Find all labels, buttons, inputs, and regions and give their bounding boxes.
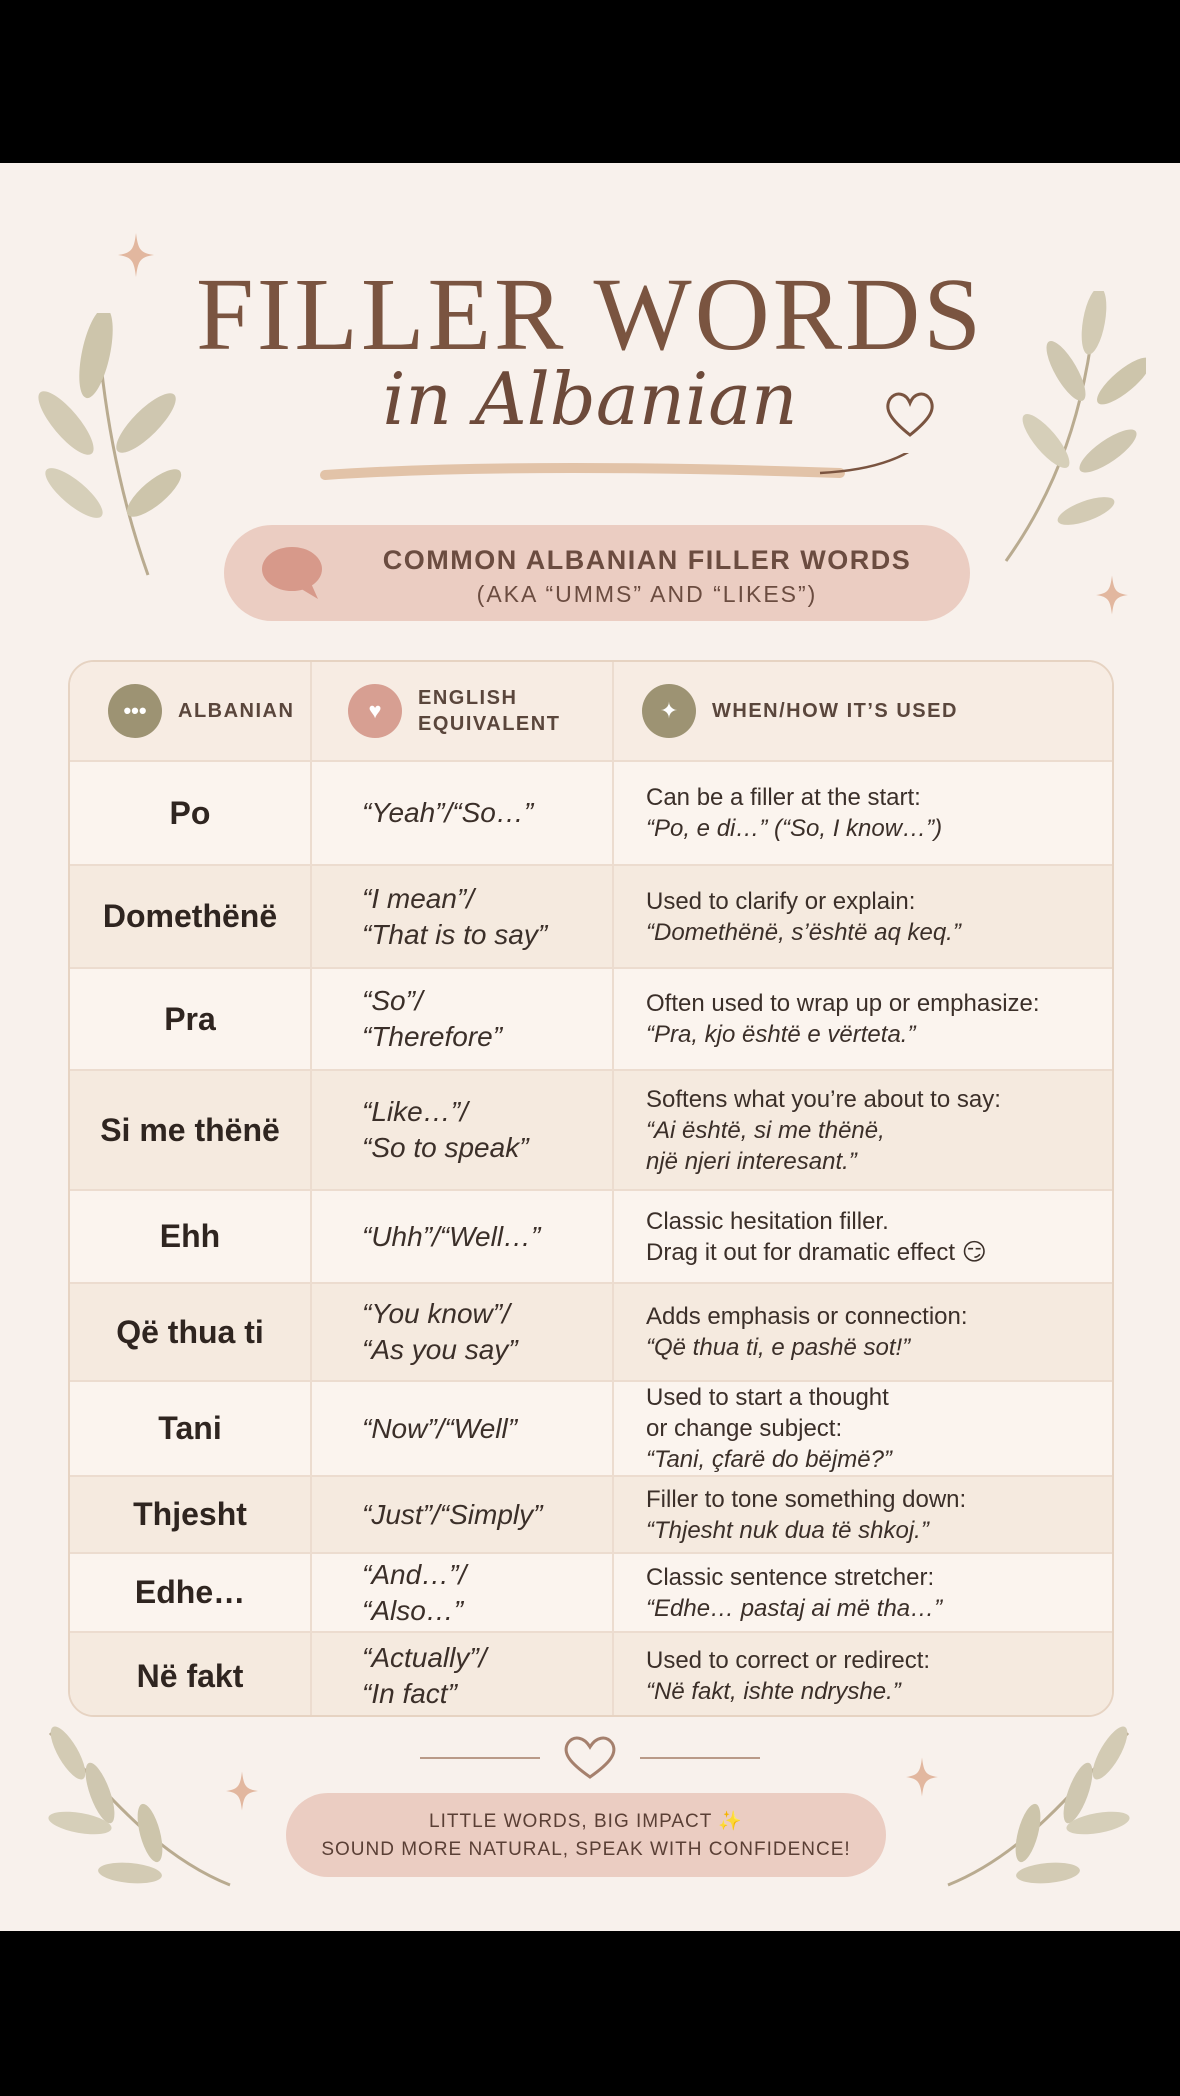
table-row (70, 1631, 1112, 1717)
cell-usage (614, 1284, 1114, 1380)
table-row (70, 760, 1112, 864)
cell-albanian (70, 1633, 312, 1717)
cell-english (312, 969, 614, 1069)
albanian-word: Ehh (159, 1218, 221, 1254)
cell-english (312, 866, 614, 967)
usage-description: Adds emphasis or connection: (646, 1303, 968, 1330)
table-row (70, 967, 1112, 1069)
infographic-card (0, 163, 1180, 1931)
page-subtitle-script: in Albanian (382, 357, 798, 441)
usage-description: Often used to wrap up or emphasize: (646, 990, 1040, 1017)
usage-example: “Ai është, si me thënë, një njeri interesant.” (646, 1116, 885, 1175)
cell-english (312, 1382, 614, 1475)
usage-text (646, 1206, 987, 1268)
usage-example: “Po, e di…” (“So, I know…”) (646, 815, 943, 842)
cell-albanian (70, 866, 312, 967)
usage-example: “Që thua ti, e pashë sot!” (646, 1334, 911, 1361)
cell-albanian (70, 1191, 312, 1282)
usage-description: Classic hesitation filler. Drag it out for dramatic effect 😏 (646, 1207, 987, 1266)
header-albanian-label: ALBANIAN (178, 700, 295, 722)
cell-albanian (70, 1554, 312, 1631)
cell-usage (614, 1191, 1114, 1282)
albanian-word: Thjesht (133, 1496, 247, 1532)
header-usage-label: WHEN/HOW IT’S USED (712, 700, 958, 722)
usage-text (646, 988, 1040, 1050)
leaf-sprig-icon (938, 1723, 1138, 1893)
cell-usage (614, 762, 1114, 864)
usage-text (646, 1645, 930, 1707)
subtitle-banner (224, 525, 970, 621)
table-row (70, 1380, 1112, 1475)
table-row (70, 1282, 1112, 1380)
table-row (70, 1475, 1112, 1552)
speech-dots-icon: ••• (108, 684, 162, 738)
header-usage (614, 662, 1114, 760)
albanian-word: Tani (158, 1410, 222, 1446)
usage-description: Used to clarify or explain: (646, 887, 916, 915)
cell-albanian (70, 1382, 312, 1475)
cell-english (312, 1554, 614, 1631)
usage-example: “Pra, kjo është e vërteta.” (646, 1021, 916, 1048)
english-equivalent: “Actually”/ “In fact” (362, 1642, 487, 1709)
english-equivalent: “Now”/“Well” (362, 1412, 518, 1444)
cell-usage (614, 1071, 1114, 1189)
english-equivalent: “And…”/ “Also…” (362, 1558, 467, 1626)
divider-heart (420, 1731, 760, 1781)
cell-usage (614, 866, 1114, 967)
usage-text (646, 1084, 1001, 1177)
albanian-word: Si me thënë (100, 1111, 280, 1148)
albanian-word: Edhe… (134, 1574, 246, 1610)
table-row (70, 1552, 1112, 1631)
english-equivalent: “I mean”/ “That is to say” (362, 882, 548, 950)
usage-description: Classic sentence stretcher: (646, 1563, 935, 1591)
cell-english (312, 1633, 614, 1717)
english-equivalent: “Uhh”/“Well…” (362, 1220, 541, 1252)
sparkle-icon (1096, 575, 1128, 615)
table-row (70, 1069, 1112, 1189)
subtitle-subheading: (AKA “UMMS” AND “LIKES”) (476, 581, 818, 607)
cell-albanian (70, 1071, 312, 1189)
title-underline (320, 453, 920, 493)
usage-text (646, 782, 942, 844)
cell-albanian (70, 1284, 312, 1380)
cell-usage (614, 1633, 1114, 1717)
header-albanian (70, 662, 312, 760)
footer-line-2: SOUND MORE NATURAL, SPEAK WITH CONFIDENCE! (321, 1839, 851, 1860)
albanian-word: Në fakt (136, 1657, 244, 1694)
heart-icon: ♥ (348, 684, 402, 738)
usage-text (646, 1382, 892, 1475)
cell-english (312, 762, 614, 864)
usage-description: Filler to tone something down: (646, 1485, 967, 1513)
sparkle-icon: ✦ (642, 684, 696, 738)
usage-example: “Domethënë, s’është aq keq.” (646, 918, 961, 946)
cell-usage (614, 969, 1114, 1069)
albanian-word: Domethënë (102, 898, 278, 934)
usage-example: “Edhe… pastaj ai më tha…” (646, 1594, 943, 1622)
english-equivalent: “Like…”/ “So to speak” (362, 1096, 529, 1163)
english-equivalent: “Yeah”/“So…” (362, 797, 534, 828)
header-english (312, 662, 614, 760)
english-equivalent: “Just”/“Simply” (362, 1498, 543, 1530)
subtitle-heading: COMMON ALBANIAN FILLER WORDS (382, 545, 912, 575)
filler-words-table (68, 660, 1114, 1717)
cell-usage (614, 1554, 1114, 1631)
usage-text (646, 1562, 942, 1624)
cell-english (312, 1071, 614, 1189)
footer-line-1: LITTLE WORDS, BIG IMPACT ✨ (429, 1811, 743, 1832)
cell-english (312, 1284, 614, 1380)
cell-albanian (70, 969, 312, 1069)
albanian-word: Që thua ti (116, 1313, 264, 1350)
usage-description: Used to correct or redirect: (646, 1647, 931, 1674)
english-equivalent: “You know”/ “As you say” (362, 1298, 518, 1365)
usage-example: “Tani, çfarë do bëjmë?” (646, 1446, 892, 1473)
footer-banner (286, 1793, 886, 1877)
usage-text (646, 1484, 966, 1546)
table-header (70, 662, 1112, 760)
cell-english (312, 1477, 614, 1552)
heart-icon (880, 383, 940, 443)
cell-usage (614, 1382, 1114, 1475)
cell-albanian (70, 1477, 312, 1552)
header-english-label: ENGLISH EQUIVALENT (418, 687, 561, 735)
table-row (70, 864, 1112, 967)
leaf-sprig-icon (40, 1723, 240, 1893)
albanian-word: Po (169, 794, 211, 831)
cell-albanian (70, 762, 312, 864)
usage-example: “Në fakt, ishte ndryshe.” (646, 1678, 901, 1705)
usage-description: Can be a filler at the start: (646, 784, 921, 811)
usage-text (646, 1301, 968, 1363)
english-equivalent: “So”/ “Therefore” (362, 985, 503, 1052)
page-title: FILLER WORDS (195, 257, 985, 372)
cell-english (312, 1191, 614, 1282)
usage-description: Used to start a thought or change subject: (646, 1384, 889, 1442)
table-row (70, 1189, 1112, 1282)
usage-description: Softens what you’re about to say: (646, 1085, 1001, 1113)
cell-usage (614, 1477, 1114, 1552)
sparkle-icon (906, 1757, 938, 1797)
usage-example: “Thjesht nuk dua të shkoj.” (646, 1516, 929, 1544)
albanian-word: Pra (164, 1000, 216, 1037)
usage-text (646, 886, 961, 948)
